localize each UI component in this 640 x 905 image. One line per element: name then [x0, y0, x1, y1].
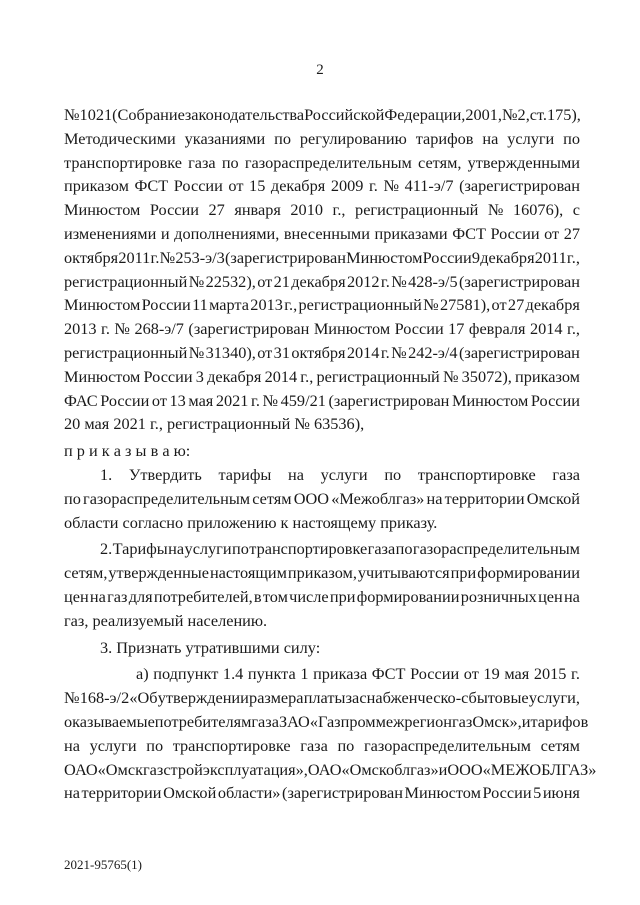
word: 2, — [517, 105, 530, 124]
word: утверждении — [157, 688, 249, 708]
word: на — [426, 488, 443, 508]
document-body — [64, 103, 597, 805]
word: и — [521, 711, 531, 731]
word: 428-э/5 — [408, 271, 458, 291]
word: по — [64, 488, 81, 508]
word: по — [563, 128, 580, 148]
word: а) — [136, 664, 149, 684]
word: 175), — [546, 105, 581, 124]
word: 27 — [507, 295, 525, 315]
word: Минюстом — [346, 247, 423, 267]
word: октября — [64, 247, 119, 267]
word: 242-э/4 — [408, 342, 458, 362]
word: газа — [367, 539, 396, 559]
word: по — [232, 539, 249, 559]
word: от — [544, 223, 560, 243]
word: на — [89, 586, 106, 606]
word: 9 — [471, 247, 481, 267]
word: регистрационный — [298, 295, 422, 315]
word: «Омскгазстройэксплуатация», — [97, 759, 308, 779]
word: 2001, — [465, 105, 502, 124]
word: 253-э/3 — [175, 247, 225, 267]
word: Омской — [163, 783, 217, 803]
word: 2013 — [250, 295, 283, 315]
word: регистрационный — [64, 271, 188, 291]
word: приказом — [515, 366, 580, 386]
word: числе — [289, 586, 329, 606]
word: от — [228, 176, 244, 196]
word: 2014 — [529, 319, 563, 339]
word: Минюстом — [451, 390, 529, 410]
word: при — [329, 586, 356, 606]
word: внесенными — [283, 223, 370, 243]
text-line — [64, 537, 580, 561]
word: по — [221, 152, 239, 172]
word: газораспределительным — [83, 488, 251, 508]
text-line: п р и к а з ы в а ю: — [64, 441, 191, 461]
word: от — [463, 664, 479, 684]
word: России — [422, 247, 472, 267]
text-line — [64, 734, 580, 758]
word: розничных — [460, 586, 537, 606]
word: 2021 — [215, 390, 249, 410]
word: 268-э/7 — [134, 319, 184, 339]
word: (зарегистрирован — [328, 390, 450, 410]
word: ст. — [529, 105, 547, 124]
word: по — [395, 539, 413, 559]
word: № — [114, 319, 130, 339]
text-line — [64, 758, 597, 782]
word: № — [262, 390, 279, 410]
text-line — [64, 662, 580, 686]
word: 27581), — [440, 295, 491, 315]
word: России — [100, 390, 150, 410]
word: транспортировке — [249, 539, 368, 559]
text-line — [64, 222, 580, 246]
word: «Об — [129, 688, 158, 708]
word: Методическими — [64, 128, 176, 148]
word: Утвердить — [128, 464, 202, 484]
text-line — [64, 341, 580, 365]
word: 21 — [273, 271, 290, 291]
word: г. — [150, 247, 160, 267]
word: сетям — [540, 735, 580, 755]
word: Минюстом — [64, 295, 141, 315]
word: № — [159, 247, 176, 267]
word: на — [64, 783, 80, 803]
word: июня — [542, 783, 580, 803]
word: по — [384, 464, 402, 484]
word: Минюстом — [64, 366, 141, 386]
word: формировании — [356, 586, 460, 606]
word: г. — [380, 342, 390, 362]
word: ООО — [447, 759, 483, 779]
text-line: газ, реализуемый населению. — [64, 610, 268, 630]
word: ОАО — [64, 759, 98, 779]
word: 35072), — [461, 366, 512, 386]
text-line — [64, 365, 580, 389]
text-line — [64, 585, 580, 609]
word: ФСТ — [371, 664, 406, 684]
word: России — [482, 783, 532, 803]
word: Минюстом — [313, 319, 391, 339]
word: (зарегистрирован — [188, 319, 310, 339]
word: регистрационный — [316, 366, 440, 386]
word: газораспределительным — [363, 735, 531, 755]
word: на — [563, 586, 580, 606]
word: 22532), — [205, 271, 256, 291]
word: регистрационный — [355, 200, 479, 220]
word: на — [168, 539, 185, 559]
word: 5 — [533, 783, 542, 803]
word: 15 — [249, 176, 266, 196]
word: цен — [64, 586, 89, 606]
word: декабря — [291, 271, 346, 291]
word: за — [345, 688, 360, 708]
word: г. — [380, 271, 390, 291]
word: 1 — [300, 664, 309, 684]
word: № — [391, 271, 407, 291]
word: газа — [251, 711, 279, 731]
word: 11 — [192, 295, 208, 315]
word: приказом, — [287, 563, 357, 583]
word: приказами — [374, 223, 448, 243]
word: области» — [217, 783, 281, 803]
text-line: области согласно приложению к настоящему приказу. — [64, 512, 438, 532]
word: газа — [300, 735, 328, 755]
word: и — [438, 759, 448, 779]
text-line — [64, 174, 580, 198]
word: октября — [291, 342, 346, 362]
word: 1. — [100, 464, 113, 484]
text-line — [64, 561, 580, 585]
word: России — [410, 664, 460, 684]
word: настоящим — [209, 563, 287, 583]
word: мая — [504, 664, 530, 684]
word: межрегионгаз — [375, 711, 473, 731]
word: (зарегистрирован — [458, 342, 580, 362]
word: тарифы — [218, 464, 272, 484]
word: (зарегистрирован — [225, 247, 346, 267]
word: 2. — [100, 539, 113, 559]
word: приказом — [64, 176, 129, 196]
word: 2015 — [533, 664, 567, 684]
word: г., — [567, 319, 580, 339]
word: «Омскоблгаз» — [341, 759, 439, 779]
word: марта — [209, 295, 249, 315]
word: февраля — [468, 319, 526, 339]
text-line — [64, 710, 589, 734]
word: ФСТ — [452, 223, 486, 243]
text-line: 20 мая 2021 г., регистрационный № 63536), — [64, 414, 365, 434]
word: января — [234, 200, 281, 220]
text-line — [64, 270, 580, 294]
word: России — [394, 319, 444, 339]
word: дополнениями, — [174, 223, 280, 243]
word: с — [572, 200, 580, 220]
word: по — [337, 735, 355, 755]
word: России — [530, 390, 580, 410]
word: формировании — [477, 563, 580, 583]
word: декабря — [525, 295, 580, 315]
word: ФСТ — [134, 176, 169, 196]
word: № — [391, 342, 407, 362]
word: 2011 — [534, 247, 567, 267]
word: 2014 — [264, 366, 298, 386]
text-line — [64, 151, 580, 175]
word: (зарегистрирован — [282, 783, 403, 803]
text-line — [64, 487, 580, 511]
word: транспортировке — [172, 735, 291, 755]
word: г., — [332, 200, 346, 220]
word: «Межоблгаз» — [331, 488, 425, 508]
word: России — [490, 223, 540, 243]
text-line — [64, 198, 580, 222]
word: (Собрание — [112, 105, 185, 124]
word: декабря — [207, 366, 262, 386]
word: учитываются — [357, 563, 450, 583]
word: ФАС — [64, 390, 98, 410]
word: 13 — [169, 390, 186, 410]
word: транспортировке — [417, 464, 536, 484]
word: территории — [81, 783, 162, 803]
word: 1021 — [79, 105, 113, 124]
text-line — [64, 781, 580, 805]
word: газа — [188, 152, 216, 172]
word: мая — [188, 390, 214, 410]
page-number: 2 — [316, 62, 324, 78]
text-line — [64, 127, 580, 151]
word: № — [64, 105, 80, 124]
word: регистрационный — [64, 342, 188, 362]
word: сетям — [252, 488, 292, 508]
word: подпункт — [153, 664, 219, 684]
word: декабря — [480, 247, 535, 267]
word: транспортировке — [64, 152, 182, 172]
word: ОАО — [307, 759, 342, 779]
word: газ — [107, 586, 128, 606]
word: России — [149, 200, 199, 220]
word: 2012 — [346, 271, 380, 291]
word: сетям, — [418, 152, 462, 172]
word: (зарегистрирован — [459, 176, 580, 196]
word: на — [288, 464, 304, 484]
word: «МЕЖОБЛГАЗ» — [482, 759, 597, 779]
word: газораспределительным — [412, 539, 580, 559]
word: № — [64, 688, 80, 708]
word: потребителей, — [153, 586, 253, 606]
word: в — [253, 586, 262, 606]
word: газораспределительным — [244, 152, 412, 172]
word: 27 — [563, 223, 580, 243]
word: территории — [444, 488, 525, 508]
word: Минюстом — [404, 783, 481, 803]
word: газа — [552, 464, 580, 484]
word: № — [188, 342, 205, 362]
word: платы — [303, 688, 346, 708]
word: 3 — [195, 366, 204, 386]
word: тарифов — [530, 711, 589, 731]
word: и — [160, 223, 170, 243]
word: г. — [101, 319, 110, 339]
word: № — [423, 295, 439, 315]
word: том — [262, 586, 288, 606]
word: г., — [566, 247, 580, 267]
word: 2009 — [330, 176, 364, 196]
word: Омской — [526, 488, 580, 508]
word: Минюстом — [64, 200, 141, 220]
word: законодательства — [184, 105, 305, 124]
word: услуги, — [528, 688, 580, 708]
word: декабря — [270, 176, 326, 196]
word: потребителям — [154, 711, 252, 731]
word: (зарегистрирован — [459, 271, 580, 291]
word: на — [482, 128, 499, 148]
word: изменениями — [64, 223, 157, 243]
text-line — [64, 686, 580, 710]
word: 2011 — [118, 247, 151, 267]
word: от — [257, 271, 273, 291]
word: пункта — [247, 664, 296, 684]
word: услуги — [89, 735, 137, 755]
word: тарифов — [415, 128, 474, 148]
word: Тарифы — [112, 539, 168, 559]
text-line — [64, 293, 580, 317]
word: указаниями — [184, 128, 266, 148]
word: от — [151, 390, 167, 410]
word: ООО — [293, 488, 330, 508]
word: услуги — [320, 464, 368, 484]
word: услуги — [184, 539, 232, 559]
word: по — [146, 735, 164, 755]
word: от — [257, 342, 273, 362]
word: России — [141, 295, 191, 315]
word: № — [383, 176, 399, 196]
word: снабженческо-сбытовые — [359, 688, 529, 708]
text-line — [64, 463, 580, 487]
word: 459/21 — [280, 390, 326, 410]
word: при — [450, 563, 477, 583]
word: услуги — [507, 128, 555, 148]
word: «Газпром — [309, 711, 376, 731]
word: 19 — [483, 664, 500, 684]
word: утвержденные — [108, 563, 209, 583]
document-code: 2021-95765(1) — [64, 857, 142, 872]
text-line — [64, 389, 580, 413]
word: Федерации, — [384, 105, 466, 124]
word: 411-э/7 — [404, 176, 454, 196]
word: № — [502, 105, 518, 124]
word: 17 — [448, 319, 465, 339]
word: оказываемые — [64, 711, 155, 731]
text-line: 3. Признать утратившими силу: — [100, 637, 321, 657]
word: 27 — [208, 200, 225, 220]
text-line — [64, 103, 580, 127]
word: № — [487, 200, 504, 220]
word: 2010 — [290, 200, 323, 220]
text-line — [64, 317, 580, 341]
text-line — [64, 246, 580, 270]
word: 2014 — [346, 342, 380, 362]
word: сетям, — [64, 563, 108, 583]
word: 31 — [273, 342, 290, 362]
word: г., — [284, 295, 298, 315]
word: России — [143, 366, 193, 386]
word: Омск», — [472, 711, 522, 731]
word: г., — [300, 366, 314, 386]
word: Российской — [304, 105, 385, 124]
word: ЗАО — [278, 711, 310, 731]
word: регулированию — [299, 128, 407, 148]
word: приказа — [313, 664, 368, 684]
word: г. — [251, 390, 260, 410]
word: 2013 — [64, 319, 97, 339]
word: по — [274, 128, 292, 148]
word: г. — [571, 664, 580, 684]
word: 1.4 — [222, 664, 244, 684]
word: № — [442, 366, 459, 386]
word: для — [128, 586, 153, 606]
word: цен — [538, 586, 563, 606]
word: 168-э/2 — [79, 688, 130, 708]
word: на — [64, 735, 80, 755]
word: 31340), — [205, 342, 256, 362]
word: 16076), — [513, 200, 564, 220]
word: № — [188, 271, 205, 291]
word: г. — [368, 176, 378, 196]
word: утвержденными — [467, 152, 580, 172]
word: России — [173, 176, 223, 196]
word: от — [491, 295, 507, 315]
word: размера — [249, 688, 304, 708]
